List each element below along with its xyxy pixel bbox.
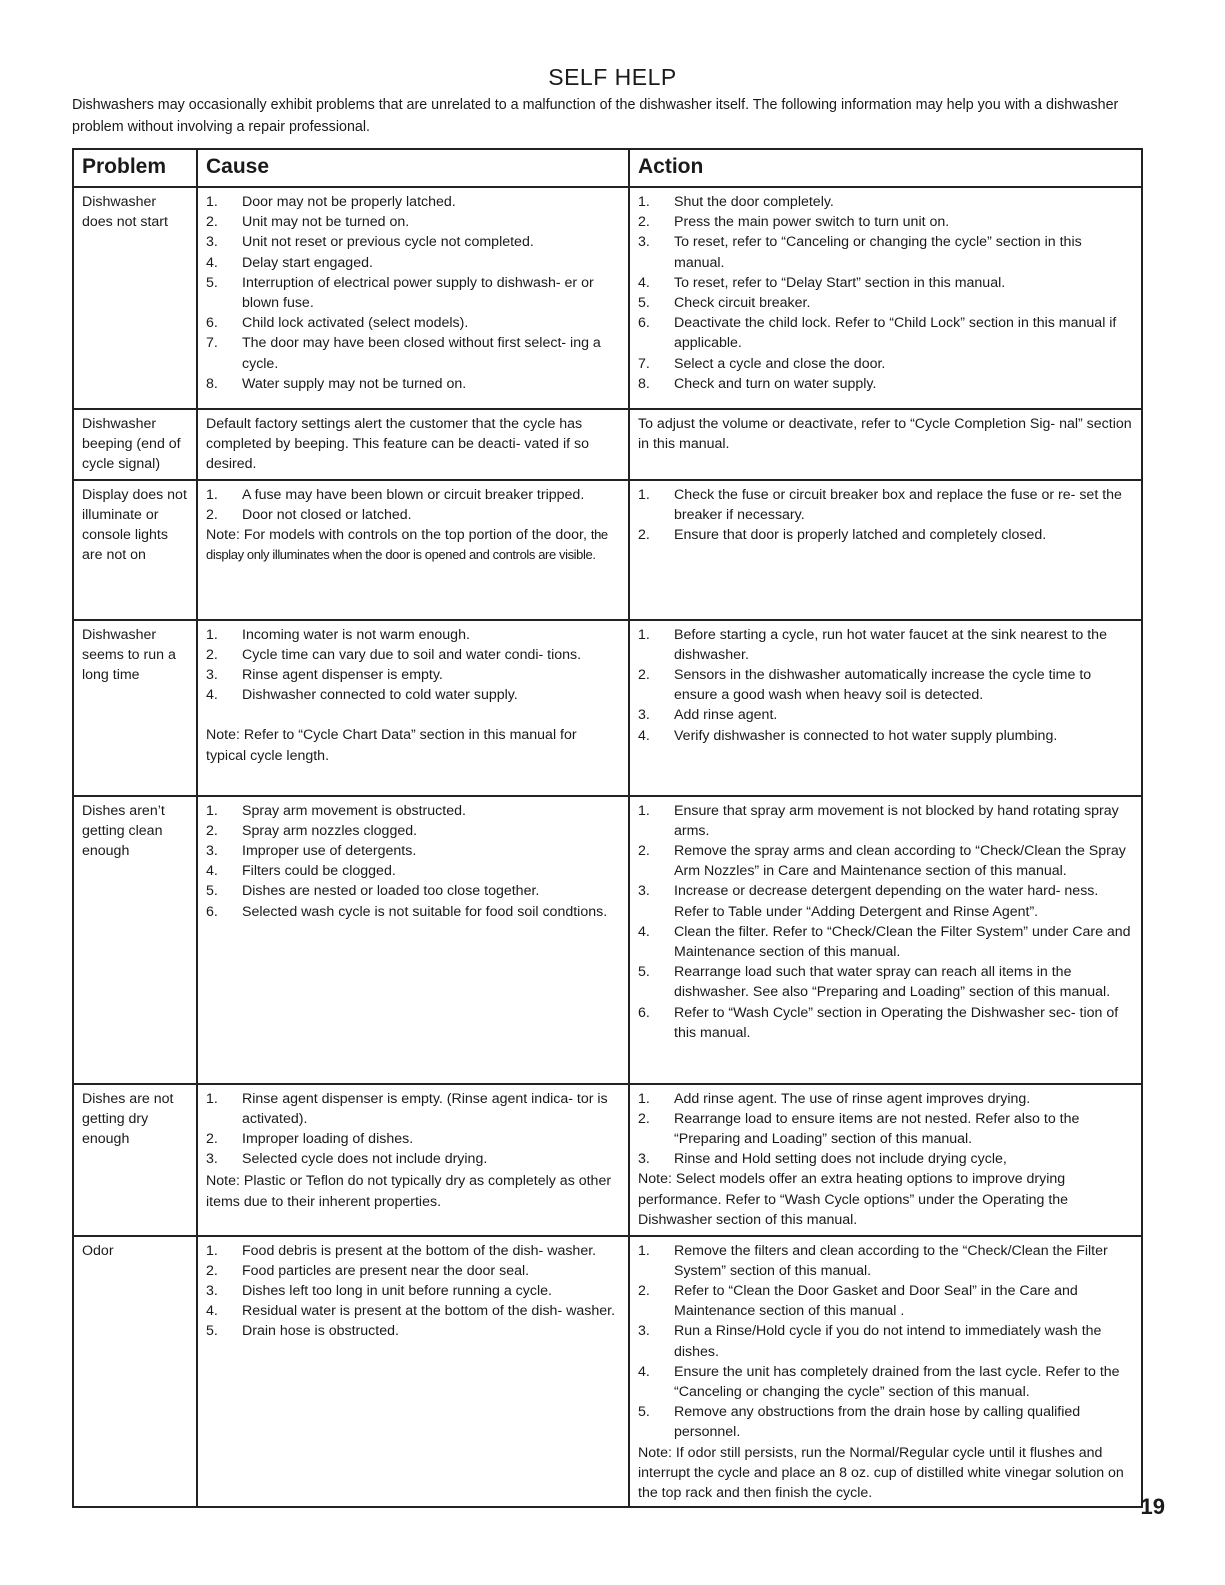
item-number: 1. [206,486,218,503]
list-item [206,801,620,821]
item-number: 1. [638,194,650,210]
list-item [638,1003,1133,1043]
item-text: Ensure the unit has completely drained from the last cycle. Refer to the “Canceling or changing the cycle” section of this manual. [674,1363,1120,1401]
page-title: SELF HELP [548,64,677,90]
list-item [206,821,620,841]
item-text: Before starting a cycle, run hot water faucet at the sink nearest to the dishwasher. [674,626,1107,663]
numbered-list [206,625,620,706]
item-number: 1. [206,1242,218,1259]
item-number: 3. [638,234,650,251]
list-item [206,665,620,685]
list-item [638,1362,1133,1402]
action-note: Note: Select models offer an extra heating options to improve drying performance. Refer to “Wash Cycle options” under the Operating the Dishwasher section of this manual. [638,1171,1069,1228]
list-item [638,485,1133,525]
item-number: 2. [638,527,650,544]
item-number: 5. [638,295,650,312]
item-number: 2. [638,843,650,860]
list-item [206,685,620,705]
list-item [206,1321,620,1341]
cause-cell [197,480,629,620]
item-text: Delay start engaged. [242,254,373,271]
action-cell [629,620,1142,796]
item-number: 4. [206,254,218,271]
item-number: 1. [638,626,650,643]
item-text: Ensure that spray arm movement is not blocked by hand rotating spray arms. [674,802,1119,839]
cause-note-text: Note: Refer to “Cycle Chart Data” section in this manual for typical cycle length. [206,727,577,764]
list-item [638,354,1133,374]
item-number: 3. [206,843,218,860]
item-number: 4. [206,863,218,880]
item-number: 7. [638,355,650,372]
item-text: Improper loading of dishes. [242,1131,414,1148]
item-number: 5. [206,274,218,291]
item-number: 3. [206,667,218,684]
numbered-list [206,192,620,394]
action-cell [629,1236,1142,1508]
list-item [638,293,1133,313]
action-cell [629,409,1142,480]
list-item [206,625,620,645]
list-item [206,273,620,313]
cause-note-small: the display only illuminates when the door is opened and controls are visible. [206,527,608,563]
list-item [206,1129,620,1149]
item-number: 4. [638,727,650,744]
list-item [206,881,620,901]
cause-note-text: Note: Plastic or Teflon do not typically dry as completely as other items due to their inherent properties. [206,1173,612,1210]
item-number: 5. [638,1404,650,1421]
item-text: Dishes left too long in unit before running a cycle. [242,1283,552,1300]
numbered-list [206,485,620,525]
item-number: 2. [638,667,650,684]
list-item [638,625,1133,665]
item-number: 7. [206,335,218,352]
item-text: Rinse agent dispenser is empty. (Rinse agent indica- tor is activated). [242,1090,608,1127]
item-number: 3. [638,1151,650,1168]
list-item [638,726,1133,746]
item-text: Rinse agent dispenser is empty. [242,667,443,684]
item-number: 6. [638,315,650,332]
item-text: Drain hose is obstructed. [242,1323,399,1340]
list-item [638,1281,1133,1321]
list-item [206,485,620,505]
item-number: 3. [206,1283,218,1300]
item-number: 3. [206,1151,218,1168]
item-text: Water supply may not be turned on. [242,375,467,392]
item-text: Food particles are present near the door seal. [242,1262,530,1279]
item-text: Food debris is present at the bottom of the dish- washer. [242,1242,597,1259]
item-number: 2. [206,214,218,231]
item-number: 1. [638,486,650,503]
list-item [206,333,620,373]
cause-note-text: Note: For models with controls on the top portion of the door, [206,527,587,544]
list-item [638,665,1133,705]
item-text: Selected cycle does not include drying. [242,1151,488,1168]
item-text: To reset, refer to “Delay Start” section in this manual. [674,274,1006,291]
numbered-list [206,801,620,922]
cause-cell [197,1084,629,1236]
item-text: Remove the spray arms and clean according to “Check/Clean the Spray Arm Nozzles” in Care and Maintenance section of this manual. [674,843,1126,880]
problem-cell: Dishes are not getting dry enough [73,1084,197,1236]
list-item [206,313,620,333]
item-text: Rinse and Hold setting does not include drying cycle, [674,1151,1007,1168]
item-text: Unit not reset or previous cycle not completed. [242,234,534,251]
item-text: Ensure that door is properly latched and completely closed. [674,527,1047,544]
item-number: 4. [638,274,650,291]
item-number: 2. [206,646,218,663]
item-text: Add rinse agent. The use of rinse agent improves drying. [674,1090,1031,1107]
item-text: Refer to “Wash Cycle” section in Operating the Dishwasher sec- tion of this manual. [674,1004,1119,1041]
list-item [206,645,620,665]
item-text: Check circuit breaker. [674,295,811,312]
list-item [206,902,620,922]
item-number: 4. [638,923,650,940]
cause-cell [197,187,629,409]
item-text: Add rinse agent. [674,707,778,724]
item-text: Residual water is present at the bottom of the dish- washer. [242,1303,616,1320]
item-text: Clean the filter. Refer to “Check/Clean the Filter System” under Care and Maintenance section of this manual. [674,923,1131,961]
list-item [206,841,620,861]
item-number: 4. [638,1363,650,1380]
cause-cell [197,620,629,796]
list-item [638,1402,1133,1442]
item-text: Door may not be properly latched. [242,194,456,210]
page-number: 19 [1140,1494,1165,1519]
item-number: 8. [638,375,650,392]
cause-note [206,525,620,565]
problem-cell: Dishwasher seems to run a long time [73,620,197,796]
item-number: 2. [638,214,650,231]
item-text: Door not closed or latched. [242,506,412,523]
item-text: Refer to “Clean the Door Gasket and Door Seal” in the Care and Maintenance section of this manual . [674,1283,1078,1320]
item-number: 2. [206,1131,218,1148]
table-header-row [73,149,1142,187]
item-text: Spray arm nozzles clogged. [242,822,418,839]
item-number: 2. [206,1262,218,1279]
item-number: 3. [638,707,650,724]
problem-cell: Dishwasher does not start [73,187,197,409]
item-text: Rearrange load to ensure items are not nested. Refer also to the “Preparing and Loading” section of this manual. [674,1110,1080,1148]
item-number: 3. [206,234,218,251]
item-text: Shut the door completely. [674,194,834,210]
item-text: Dishes are nested or loaded too close together. [242,883,540,900]
item-text: Child lock activated (select models). [242,315,469,332]
list-item [638,1149,1133,1169]
list-item [206,1241,620,1261]
item-number: 6. [638,1004,650,1021]
item-number: 1. [206,626,218,643]
list-item [638,212,1133,232]
item-text: Unit may not be turned on. [242,214,410,231]
numbered-list [638,192,1133,394]
list-item [206,1301,620,1321]
item-number: 4. [206,1303,218,1320]
numbered-list [638,1241,1133,1443]
item-text: Remove the filters and clean according to the “Check/Clean the Filter System” section of this manual. [674,1242,1108,1279]
item-text: Selected wash cycle is not suitable for food soil condtions. [242,903,608,920]
numbered-list [638,801,1133,1043]
header-action: Action [629,149,1142,187]
header-cause: Cause [197,149,629,187]
item-text: Improper use of detergents. [242,843,417,860]
item-text: To reset, refer to “Canceling or changing the cycle” section in this manual. [674,234,1082,271]
intro-paragraph: Dishwashers may occasionally exhibit problems that are unrelated to a malfunction of the dishwasher itself. The following information may help you with a dishwasher problem without involving a repair professional. [72,97,1119,135]
list-item [638,962,1133,1002]
item-text: Check the fuse or circuit breaker box and replace the fuse or re- set the breaker if necessary. [674,486,1122,523]
item-number: 1. [638,1090,650,1107]
table-row [73,796,1142,1084]
action-cell [629,796,1142,1084]
item-text: Spray arm movement is obstructed. [242,802,466,819]
table-row [73,187,1142,409]
item-number: 2. [206,506,218,523]
problem-cell: Dishwasher beeping (end of cycle signal) [73,409,197,480]
table-row [73,1084,1142,1236]
item-number: 2. [638,1283,650,1300]
list-item [206,374,620,394]
item-number: 2. [206,822,218,839]
item-number: 1. [638,1242,650,1259]
action-cell [629,480,1142,620]
list-item [206,861,620,881]
item-text: Select a cycle and close the door. [674,355,886,372]
list-item [638,525,1133,545]
item-text: Check and turn on water supply. [674,375,877,392]
item-number: 5. [206,883,218,900]
cause-cell [197,409,629,480]
list-item [638,841,1133,881]
list-item [638,1089,1133,1109]
numbered-list [638,485,1133,546]
cause-text: Default factory settings alert the customer that the cycle has completed by beeping. This feature can be deacti- vated if so desired. [206,416,590,473]
item-text: Sensors in the dishwasher automatically increase the cycle time to ensure a good wash when heavy soil is detected. [674,667,1092,704]
list-item [638,1241,1133,1281]
cause-cell [197,796,629,1084]
list-item [638,232,1133,272]
list-item [638,192,1133,212]
numbered-list [206,1089,620,1170]
list-item [206,1149,620,1169]
item-number: 3. [638,1323,650,1340]
item-text: Incoming water is not warm enough. [242,626,470,643]
list-item [206,1281,620,1301]
list-item [638,374,1133,394]
list-item [206,192,620,212]
list-item [638,881,1133,921]
item-text: Dishwasher connected to cold water supply. [242,687,518,704]
item-text: Rearrange load such that water spray can reach all items in the dishwasher. See also “Preparing and Loading” section of this manual. [674,964,1111,1001]
list-item [638,801,1133,841]
problem-cell: Odor [73,1236,197,1508]
list-item [206,1089,620,1129]
list-item [206,505,620,525]
item-text: Run a Rinse/Hold cycle if you do not intend to immediately wash the dishes. [674,1323,1102,1360]
list-item [638,1109,1133,1149]
list-item [638,922,1133,962]
list-item [206,212,620,232]
list-item [206,1261,620,1281]
item-number: 1. [206,1090,218,1107]
numbered-list [638,625,1133,746]
item-number: 5. [206,1323,218,1340]
item-number: 3. [638,883,650,900]
numbered-list [206,1241,620,1342]
item-text: Cycle time can vary due to soil and water condi- tions. [242,646,582,663]
item-number: 2. [638,1110,650,1127]
item-number: 8. [206,375,218,392]
item-text: Interruption of electrical power supply to dishwash- er or blown fuse. [242,274,594,312]
item-text: Remove any obstructions from the drain hose by calling qualified personnel. [674,1404,1081,1441]
item-text: Filters could be clogged. [242,863,396,880]
cause-note [206,725,620,765]
list-item [638,705,1133,725]
action-cell [629,1084,1142,1236]
list-item [206,232,620,252]
item-text: Press the main power switch to turn unit on. [674,214,950,231]
item-text: The door may have been closed without first select- ing a cycle. [242,335,601,372]
table-row [73,620,1142,796]
item-text: Increase or decrease detergent depending on the water hard- ness. Refer to Table under “Adding Detergent and Rinse Agent”. [674,883,1099,920]
cause-cell [197,1236,629,1508]
action-note: Note: If odor still persists, run the Normal/Regular cycle until it flushes and interrupt the cycle and place an 8 oz. cup of distilled white vinegar solution on the top rack and then finish the cycle. [638,1444,1124,1502]
action-cell [629,187,1142,409]
list-item [638,313,1133,353]
header-problem: Problem [73,149,197,187]
item-number: 5. [638,964,650,981]
numbered-list [638,1089,1133,1170]
list-item [206,253,620,273]
action-text: To adjust the volume or deactivate, refer to “Cycle Completion Sig- nal” section in this manual. [638,416,1132,453]
item-text: Deactivate the child lock. Refer to “Child Lock” section in this manual if applicable. [674,315,1117,352]
cause-note [206,1171,620,1211]
list-item [638,1321,1133,1361]
item-number: 4. [206,687,218,704]
list-item [638,273,1133,293]
item-number: 6. [206,903,218,920]
item-text: A fuse may have been blown or circuit breaker tripped. [242,486,585,503]
problem-cell: Dishes aren’t getting clean enough [73,796,197,1084]
problem-cell: Display does not illuminate or console lights are not on [73,480,197,620]
item-number: 1. [638,802,650,819]
item-number: 1. [206,802,218,819]
item-number: 6. [206,315,218,332]
item-text: Verify dishwasher is connected to hot water supply plumbing. [674,727,1058,744]
table-row [73,409,1142,480]
table-row [73,480,1142,620]
table-row [73,1236,1142,1508]
troubleshooting-table [72,148,1143,1508]
item-number: 1. [206,194,218,210]
